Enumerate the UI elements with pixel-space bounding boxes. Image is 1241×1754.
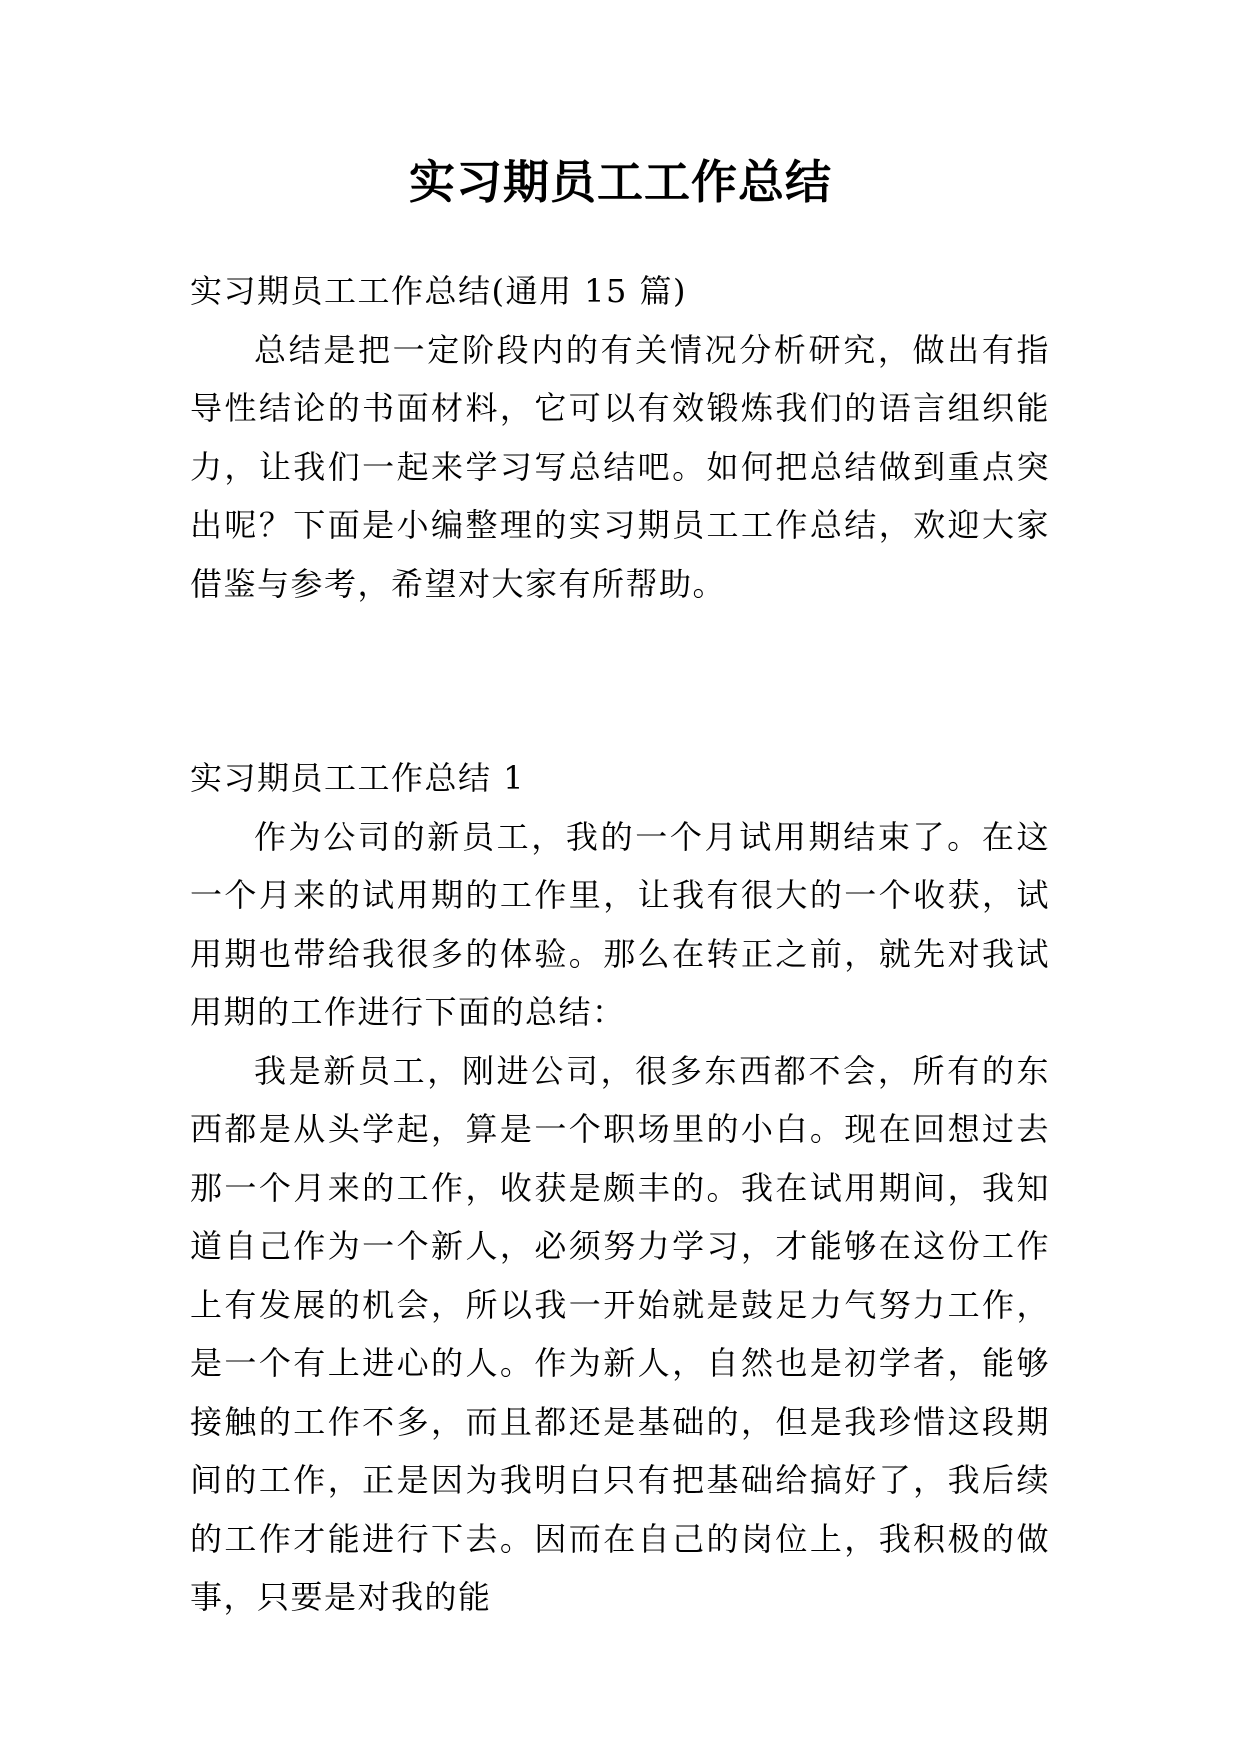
intro-paragraph: 总结是把一定阶段内的有关情况分析研究，做出有指导性结论的书面材料，它可以有效锻炼我们的语言组织能力，让我们一起来学习写总结吧。如何把总结做到重点突出呢？下面是小编整理的实习期员工工作总结，欢迎大家借鉴与参考，希望对大家有所帮助。	[190, 330, 1050, 603]
document-title: 实习期员工工作总结	[409, 155, 832, 209]
section-heading: 实习期员工工作总结 1	[190, 759, 526, 797]
section-paragraph: 作为公司的新员工，我的一个月试用期结束了。在这一个月来的试用期的工作里，让我有很大的一个收获，试用期也带给我很多的体验。那么在转正之前，就先对我试用期的工作进行下面的总结：	[190, 817, 1050, 1031]
section-paragraph: 我是新员工，刚进公司，很多东西都不会，所有的东西都是从头学起，算是一个职场里的小白。现在回想过去那一个月来的工作，收获是颇丰的。我在试用期间，我知道自己作为一个新人，必须努力学习，才能够在这份工作上有发展的机会，所以我一开始就是鼓足力气努力工作，是一个有上进心的人。作为新人，自然也是初学者，能够接触的工作不多，而且都还是基础的，但是我珍惜这段期间的工作，正是因为我明白只有把基础给搞好了，我后续的工作才能进行下去。因而在自己的岗位上，我积极的做事，只要是对我的能	[190, 1051, 1050, 1616]
intro-heading: 实习期员工工作总结(通用 15 篇)	[190, 272, 688, 310]
intro-section	[190, 262, 1050, 613]
section-1	[190, 749, 1050, 1627]
